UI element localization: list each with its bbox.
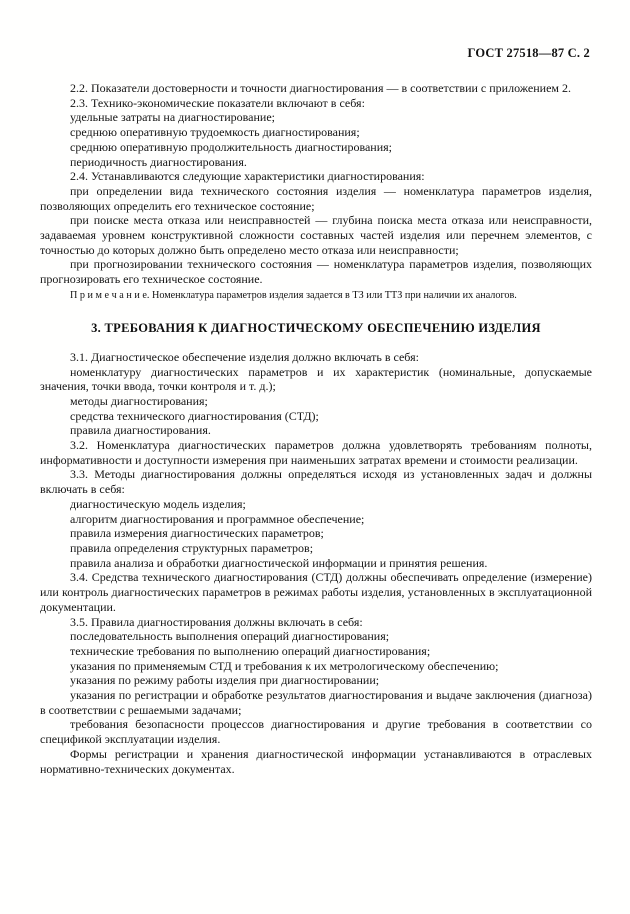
body-paragraph: технические требования по выполнению операций диагностирования; bbox=[70, 643, 431, 658]
body-paragraph: при поиске места отказа или неисправностей — глубина поиска места отказа или неисправности, задаваемая уровнем конструктивной сложности составных частей изделия или перечнем элементов, с точностью до которых должно быть определено место отказа или неисправности; bbox=[40, 213, 592, 257]
body-paragraph: средства технического диагностирования (СТД); bbox=[70, 408, 319, 423]
body-paragraph: при прогнозировании технического состояния — номенклатура параметров изделия, позволяющих прогнозировать его техническое состояние. bbox=[40, 257, 592, 287]
body-paragraph: 3.1. Диагностическое обеспечение изделия должно включать в себя: bbox=[70, 349, 419, 364]
body-paragraph: 3.5. Правила диагностирования должны включать в себя: bbox=[70, 614, 363, 629]
body-paragraph: требования безопасности процессов диагностирования и другие требования в соответствии со спецификой эксплуатации изделия. bbox=[40, 717, 592, 747]
body-paragraph: указания по режиму работы изделия при диагностировании; bbox=[70, 673, 380, 688]
section-heading: 3. ТРЕБОВАНИЯ К ДИАГНОСТИЧЕСКОМУ ОБЕСПЕЧЕНИЮ ИЗДЕЛИЯ bbox=[91, 320, 541, 335]
note-paragraph: П р и м е ч а н и е. Номенклатура параметров изделия задается в ТЗ или ТТЗ при наличии их аналогов. bbox=[70, 289, 517, 301]
body-paragraph: 2.4. Устанавливаются следующие характеристики диагностирования: bbox=[70, 169, 425, 184]
body-paragraph: 3.3. Методы диагностирования должны определяться исходя из установленных задач и должны включать в себя: bbox=[40, 467, 592, 497]
body-paragraph: 3.4. Средства технического диагностирования (СТД) должны обеспечивать определение (измерение) или контроль диагностических параметров в режимах работы изделия, установленных в эксплуатационной документации. bbox=[40, 570, 592, 614]
document-content bbox=[40, 81, 592, 776]
body-paragraph: правила определения структурных параметров; bbox=[70, 540, 314, 555]
body-paragraph: алгоритм диагностирования и программное обеспечение; bbox=[70, 511, 365, 526]
body-paragraph: 2.2. Показатели достоверности и точности диагностирования — в соответствии с приложением 2. bbox=[70, 81, 572, 95]
body-paragraph: 2.3. Технико-экономические показатели включают в себя: bbox=[70, 95, 365, 110]
body-paragraph: 3.2. Номенклатура диагностических параметров должна удовлетворять требованиям полноты, информативности и доступности измерения при наименьших затратах времени и стоимости реализации. bbox=[40, 438, 592, 467]
body-paragraph: указания по регистрации и обработке результатов диагностирования и выдаче заключения (диагноза) в соответствии с решаемыми задачами; bbox=[40, 688, 592, 717]
body-paragraph: номенклатуру диагностических параметров и их характеристик (номинальные, допускаемые значения, точки ввода, точки контроля и т. д.); bbox=[40, 364, 592, 394]
body-paragraph: правила измерения диагностических параметров; bbox=[70, 526, 324, 541]
body-paragraph: при определении вида технического состояния изделия — номенклатура параметров изделия, позволяющих определить его техническое состояние; bbox=[40, 183, 592, 213]
body-paragraph: методы диагностирования; bbox=[70, 393, 208, 408]
body-paragraph: среднюю оперативную трудоемкость диагностирования; bbox=[70, 125, 360, 140]
body-paragraph: периодичность диагностирования. bbox=[70, 154, 247, 169]
body-paragraph: удельные затраты на диагностирование; bbox=[70, 110, 275, 125]
body-paragraph: указания по применяемым СТД и требования к их метрологическому обеспечению; bbox=[70, 658, 499, 673]
body-paragraph: правила анализа и обработки диагностической информации и принятия решения. bbox=[70, 555, 488, 570]
body-paragraph: диагностическую модель изделия; bbox=[70, 496, 246, 511]
body-paragraph: Формы регистрации и хранения диагностической информации устанавливаются в отраслевых нормативно-технических документах. bbox=[40, 746, 592, 776]
body-paragraph: последовательность выполнения операций диагностирования; bbox=[70, 629, 390, 644]
body-paragraph: среднюю оперативную продолжительность диагностирования; bbox=[70, 139, 392, 154]
page-header bbox=[40, 46, 592, 61]
document-number: ГОСТ 27518—87 С. 2 bbox=[467, 46, 590, 60]
body-paragraph: правила диагностирования. bbox=[70, 423, 211, 438]
